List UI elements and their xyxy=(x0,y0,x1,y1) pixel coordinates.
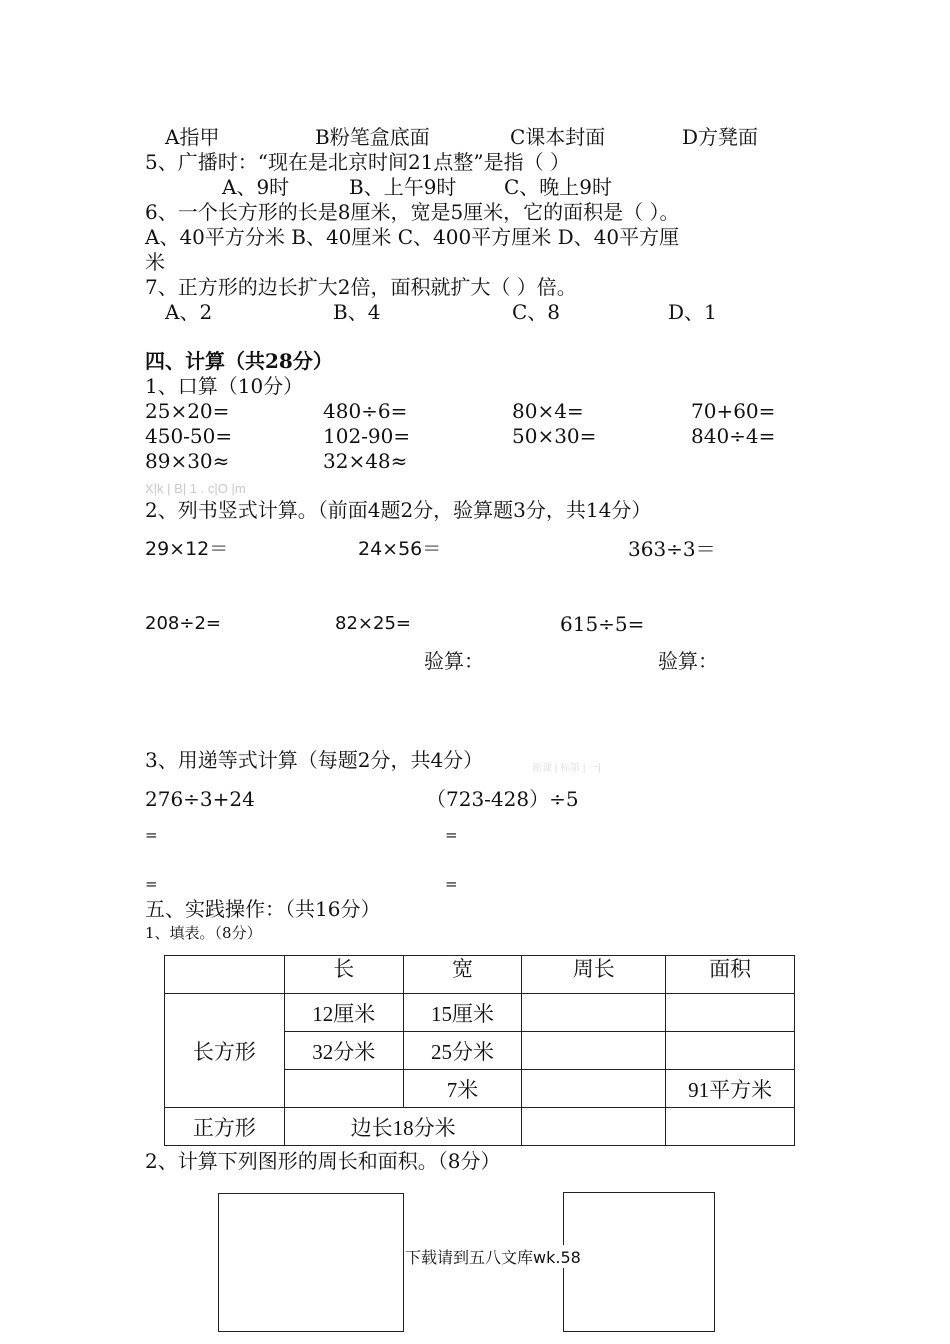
watermark-text: 新课 | 标第 | 一| xyxy=(532,763,601,774)
table-header-cell: 宽 xyxy=(403,956,522,994)
table-header-cell: 长 xyxy=(284,956,403,994)
check-label: 验算： xyxy=(658,649,718,673)
oral-item: 80×4= xyxy=(512,399,584,423)
rectangle-figure xyxy=(218,1193,404,1332)
vertical-item: 208÷2= xyxy=(145,613,221,634)
watermark-text: X|k | B| 1 . c|O |m xyxy=(145,481,246,496)
square-side-cell: 边长18分米 xyxy=(284,1108,522,1146)
table-cell xyxy=(666,1032,795,1070)
table-cell: 12厘米 xyxy=(284,994,403,1032)
table-header-cell: 面积 xyxy=(666,956,795,994)
table-row xyxy=(165,1108,795,1146)
square-figure xyxy=(563,1192,715,1332)
oral-item: 32×48≈ xyxy=(323,449,408,473)
q7-option-a: A、2 xyxy=(165,300,213,324)
table-cell: 15厘米 xyxy=(403,994,522,1032)
table-cell xyxy=(666,994,795,1032)
vertical-item: 24×56＝ xyxy=(358,538,442,560)
equals-sign: = xyxy=(145,875,158,893)
oral-item: 102-90= xyxy=(323,424,411,448)
table-header-cell: 周长 xyxy=(522,956,666,994)
equals-sign: = xyxy=(445,875,458,893)
q6-options: A、40平方分米 B、40厘米 C、400平方厘米 D、40平方厘 xyxy=(145,225,680,249)
table-cell: 25分米 xyxy=(403,1032,522,1070)
figure-calc-title: 2、计算下列图形的周长和面积。（8分） xyxy=(145,1149,501,1173)
section5-title: 五、实践操作：（共16分） xyxy=(145,897,381,921)
rect-label-cell: 长方形 xyxy=(165,994,285,1108)
footer-text: 下载请到五八文库wk.58 xyxy=(405,1248,581,1267)
q6-stem: 6、一个长方形的长是8厘米，宽是5厘米，它的面积是（ ）。 xyxy=(145,200,680,224)
table-cell: 91平方米 xyxy=(666,1070,795,1108)
fill-table xyxy=(164,955,795,1146)
footer-download-text xyxy=(405,1245,581,1268)
section4-title: 四、计算（共28分） xyxy=(145,349,333,373)
vertical-item: 82×25= xyxy=(335,613,411,634)
q7-option-d: D、1 xyxy=(668,300,717,324)
q4-option-b: B粉笔盒底面 xyxy=(315,125,430,149)
table-cell xyxy=(522,994,666,1032)
q7-option-b: B、4 xyxy=(333,300,381,324)
q4-option-d: D方凳面 xyxy=(682,125,759,149)
vertical-item: 363÷3＝ xyxy=(628,537,716,561)
stepwise-expr: 276÷3+24 xyxy=(145,787,255,811)
table-cell: 32分米 xyxy=(284,1032,403,1070)
table-cell xyxy=(522,1070,666,1108)
table-cell xyxy=(666,1108,795,1146)
vertical-title: 2、列书竖式计算。（前面4题2分，验算题3分，共14分） xyxy=(145,498,652,522)
q7-option-c: C、8 xyxy=(512,300,561,324)
oral-item: 840÷4= xyxy=(691,424,776,448)
oral-item: 70+60= xyxy=(691,399,776,423)
oral-item: 50×30= xyxy=(512,424,597,448)
q5-option-b: B、上午9时 xyxy=(349,175,457,199)
table-header-cell xyxy=(165,956,285,994)
oral-title: 1、口算（10分） xyxy=(145,374,304,398)
q5-option-a: A、9时 xyxy=(222,175,290,199)
q6-wrap: 米 xyxy=(145,250,165,274)
oral-item: 89×30≈ xyxy=(145,449,230,473)
oral-item: 25×20= xyxy=(145,399,230,423)
q5-option-c: C、晚上9时 xyxy=(504,175,613,199)
oral-item: 480÷6= xyxy=(323,399,408,423)
table-header-row xyxy=(165,956,795,994)
q4-option-c: C课本封面 xyxy=(510,125,606,149)
table-cell xyxy=(522,1108,666,1146)
square-label-cell: 正方形 xyxy=(165,1108,285,1146)
stepwise-title: 3、用递等式计算（每题2分，共4分） xyxy=(145,748,484,772)
check-label: 验算： xyxy=(424,649,484,673)
table-cell xyxy=(522,1032,666,1070)
equals-sign: = xyxy=(145,826,158,844)
table-row xyxy=(165,994,795,1032)
q7-stem: 7、正方形的边长扩大2倍，面积就扩大（ ）倍。 xyxy=(145,275,577,299)
equals-sign: = xyxy=(445,826,458,844)
table-cell: 7米 xyxy=(403,1070,522,1108)
fill-table-title: 1、填表。（8分） xyxy=(145,924,262,942)
oral-item: 450-50= xyxy=(145,424,233,448)
q4-option-a: A指甲 xyxy=(165,125,220,149)
vertical-item: 615÷5= xyxy=(560,612,645,636)
vertical-item: 29×12＝ xyxy=(145,538,229,560)
q5-stem: 5、广播时：“现在是北京时间21点整”是指（ ） xyxy=(145,150,570,174)
table-cell xyxy=(284,1070,403,1108)
stepwise-expr: （723-428）÷5 xyxy=(426,787,579,811)
